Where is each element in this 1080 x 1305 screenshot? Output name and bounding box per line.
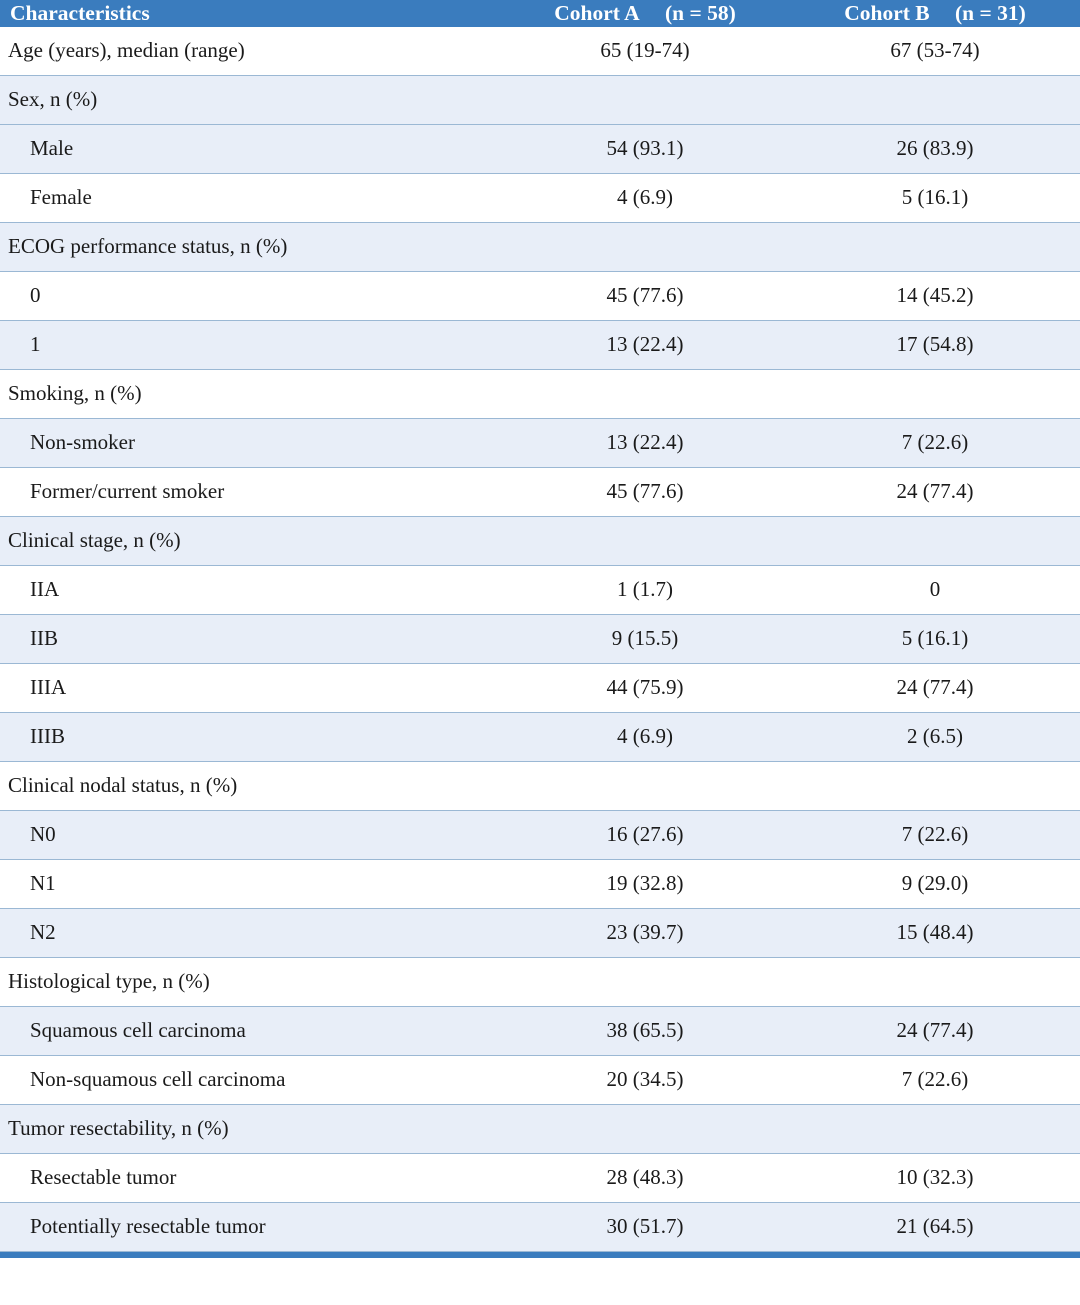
table-row xyxy=(0,1104,1080,1153)
cohort-a-value-cell xyxy=(500,908,790,957)
table-row xyxy=(0,1153,1080,1202)
cohort-a-value-cell xyxy=(500,1153,790,1202)
row-label-cell xyxy=(0,565,500,614)
cohort-b-value-cell xyxy=(790,859,1080,908)
row-label: ECOG performance status, n (%) xyxy=(8,234,288,259)
cohort-a-value-cell xyxy=(500,1055,790,1104)
table-row xyxy=(0,222,1080,271)
cohort-a-value-cell xyxy=(500,712,790,761)
cohort-b-value: 7 (22.6) xyxy=(901,1067,969,1092)
table-row xyxy=(0,173,1080,222)
cohort-b-value-cell xyxy=(790,173,1080,222)
row-label: Potentially resectable tumor xyxy=(30,1214,266,1239)
row-label: Non-squamous cell carcinoma xyxy=(30,1067,286,1092)
column-header-cohort-b-label: Cohort B xyxy=(844,1,930,25)
row-label-cell xyxy=(0,320,500,369)
row-label: Clinical nodal status, n (%) xyxy=(8,773,238,798)
cohort-b-value-cell xyxy=(790,810,1080,859)
cohort-a-value-cell xyxy=(500,173,790,222)
cohort-a-value-cell xyxy=(500,271,790,320)
cohort-b-value-cell xyxy=(790,1153,1080,1202)
cohort-b-value: 7 (22.6) xyxy=(901,822,969,847)
cohort-b-value: 14 (45.2) xyxy=(896,283,974,308)
row-label: IIA xyxy=(30,577,60,602)
column-header-cohort-b xyxy=(790,0,1080,27)
row-label: Clinical stage, n (%) xyxy=(8,528,181,553)
cohort-b-value-cell xyxy=(790,467,1080,516)
cohort-a-value: 45 (77.6) xyxy=(606,479,684,504)
column-header-cohort-a xyxy=(500,0,790,27)
table-row xyxy=(0,1006,1080,1055)
cohort-a-value-cell xyxy=(500,1202,790,1251)
cohort-b-value-cell xyxy=(790,320,1080,369)
row-label: Resectable tumor xyxy=(30,1165,177,1190)
cohort-b-value-cell xyxy=(790,124,1080,173)
row-label-cell xyxy=(0,810,500,859)
table-row xyxy=(0,908,1080,957)
table-row xyxy=(0,27,1080,76)
column-header-characteristics-label: Characteristics xyxy=(10,1,150,25)
table-row xyxy=(0,859,1080,908)
table-row xyxy=(0,957,1080,1006)
cohort-b-value: 5 (16.1) xyxy=(901,626,969,651)
row-label: Non-smoker xyxy=(30,430,135,455)
table-row xyxy=(0,320,1080,369)
cohort-b-value-cell xyxy=(790,27,1080,76)
row-label: Male xyxy=(30,136,74,161)
column-header-characteristics xyxy=(0,0,500,27)
row-label: Tumor resectability, n (%) xyxy=(8,1116,229,1141)
row-label: Sex, n (%) xyxy=(8,87,98,112)
cohort-a-value: 13 (22.4) xyxy=(606,430,684,455)
cohort-b-value-cell xyxy=(790,516,1080,565)
cohort-b-value-cell xyxy=(790,614,1080,663)
table-body xyxy=(0,27,1080,1252)
cohort-b-value-cell xyxy=(790,1104,1080,1153)
row-label-cell xyxy=(0,271,500,320)
cohort-b-value-cell xyxy=(790,75,1080,124)
cohort-a-value-cell xyxy=(500,761,790,810)
row-label-cell xyxy=(0,418,500,467)
cohort-b-value-cell xyxy=(790,271,1080,320)
table-row xyxy=(0,369,1080,418)
row-label: 1 xyxy=(30,332,41,357)
row-label-cell xyxy=(0,1104,500,1153)
column-header-cohort-a-label: Cohort A xyxy=(554,1,640,25)
table-row xyxy=(0,1055,1080,1104)
cohort-a-value: 4 (6.9) xyxy=(617,724,673,749)
cohort-a-value-cell xyxy=(500,369,790,418)
row-label-cell xyxy=(0,1006,500,1055)
cohort-b-value: 67 (53-74) xyxy=(890,38,980,63)
cohort-b-value: 7 (22.6) xyxy=(901,430,969,455)
cohort-b-value-cell xyxy=(790,1055,1080,1104)
cohort-b-value: 0 xyxy=(929,577,941,602)
cohort-a-value: 4 (6.9) xyxy=(617,185,673,210)
table-header xyxy=(0,0,1080,27)
row-label-cell xyxy=(0,957,500,1006)
table-row xyxy=(0,761,1080,810)
row-label: Female xyxy=(30,185,92,210)
column-header-cohort-b-count: (n = 31) xyxy=(955,1,1026,25)
table-row xyxy=(0,810,1080,859)
table-row xyxy=(0,271,1080,320)
cohort-b-value-cell xyxy=(790,565,1080,614)
table-row xyxy=(0,1202,1080,1251)
row-label-cell xyxy=(0,222,500,271)
row-label: 0 xyxy=(30,283,41,308)
cohort-b-value-cell xyxy=(790,663,1080,712)
cohort-a-value-cell xyxy=(500,1104,790,1153)
row-label-cell xyxy=(0,859,500,908)
row-label-cell xyxy=(0,369,500,418)
row-label: Squamous cell carcinoma xyxy=(30,1018,246,1043)
row-label: N1 xyxy=(30,871,56,896)
cohort-a-value-cell xyxy=(500,27,790,76)
row-label-cell xyxy=(0,663,500,712)
table-row xyxy=(0,516,1080,565)
cohort-b-value-cell xyxy=(790,712,1080,761)
row-label: IIIB xyxy=(30,724,65,749)
row-label-cell xyxy=(0,614,500,663)
row-label-cell xyxy=(0,75,500,124)
cohort-b-value-cell xyxy=(790,908,1080,957)
cohort-a-value: 65 (19-74) xyxy=(600,38,690,63)
row-label-cell xyxy=(0,516,500,565)
cohort-b-value-cell xyxy=(790,222,1080,271)
cohort-a-value: 13 (22.4) xyxy=(606,332,684,357)
cohort-a-value-cell xyxy=(500,467,790,516)
cohort-a-value-cell xyxy=(500,418,790,467)
cohort-a-value: 19 (32.8) xyxy=(606,871,684,896)
cohort-b-value-cell xyxy=(790,761,1080,810)
row-label-cell xyxy=(0,712,500,761)
cohort-a-value-cell xyxy=(500,957,790,1006)
cohort-a-value: 28 (48.3) xyxy=(606,1165,684,1190)
cohort-b-value: 24 (77.4) xyxy=(896,1018,974,1043)
cohort-b-value: 5 (16.1) xyxy=(901,185,969,210)
cohort-b-value: 24 (77.4) xyxy=(896,675,974,700)
cohort-a-value-cell xyxy=(500,320,790,369)
cohort-a-value-cell xyxy=(500,124,790,173)
row-label-cell xyxy=(0,1153,500,1202)
cohort-a-value-cell xyxy=(500,222,790,271)
column-header-cohort-a-count: (n = 58) xyxy=(665,1,736,25)
cohort-a-value: 54 (93.1) xyxy=(606,136,684,161)
cohort-b-value: 9 (29.0) xyxy=(901,871,969,896)
cohort-b-value: 2 (6.5) xyxy=(907,724,963,749)
cohort-b-value-cell xyxy=(790,418,1080,467)
table-row xyxy=(0,663,1080,712)
cohort-b-value: 21 (64.5) xyxy=(896,1214,974,1239)
row-label: Smoking, n (%) xyxy=(8,381,142,406)
cohort-a-value-cell xyxy=(500,1006,790,1055)
cohort-a-value-cell xyxy=(500,75,790,124)
table-row xyxy=(0,418,1080,467)
cohort-b-value: 15 (48.4) xyxy=(896,920,974,945)
row-label: Age (years), median (range) xyxy=(8,38,245,63)
cohort-b-value: 24 (77.4) xyxy=(896,479,974,504)
row-label-cell xyxy=(0,27,500,76)
cohort-a-value: 45 (77.6) xyxy=(606,283,684,308)
row-label: N0 xyxy=(30,822,56,847)
cohort-a-value: 16 (27.6) xyxy=(606,822,684,847)
row-label-cell xyxy=(0,467,500,516)
row-label: Former/current smoker xyxy=(30,479,225,504)
row-label: N2 xyxy=(30,920,56,945)
cohort-a-value: 44 (75.9) xyxy=(606,675,684,700)
table-row xyxy=(0,124,1080,173)
cohort-a-value-cell xyxy=(500,565,790,614)
table-row xyxy=(0,565,1080,614)
row-label-cell xyxy=(0,908,500,957)
row-label-cell xyxy=(0,124,500,173)
table-header-row-title xyxy=(0,0,1080,27)
table-row xyxy=(0,712,1080,761)
cohort-a-value: 30 (51.7) xyxy=(606,1214,684,1239)
cohort-a-value: 38 (65.5) xyxy=(606,1018,684,1043)
row-label-cell xyxy=(0,761,500,810)
table-row xyxy=(0,467,1080,516)
cohort-a-value: 9 (15.5) xyxy=(611,626,679,651)
cohort-b-value-cell xyxy=(790,1202,1080,1251)
cohort-b-value-cell xyxy=(790,957,1080,1006)
cohort-b-value: 17 (54.8) xyxy=(896,332,974,357)
table-row xyxy=(0,75,1080,124)
table-row xyxy=(0,614,1080,663)
cohort-a-value: 1 (1.7) xyxy=(617,577,673,602)
cohort-a-value-cell xyxy=(500,859,790,908)
column-header-characteristics-sub xyxy=(165,0,190,33)
cohort-a-value-cell xyxy=(500,516,790,565)
cohort-a-value-cell xyxy=(500,614,790,663)
cohort-a-value-cell xyxy=(500,810,790,859)
cohort-a-value-cell xyxy=(500,663,790,712)
row-label: Histological type, n (%) xyxy=(8,969,210,994)
table-bottom-rule xyxy=(0,1252,1080,1258)
row-label-cell xyxy=(0,173,500,222)
cohort-b-value-cell xyxy=(790,1006,1080,1055)
row-label: IIIA xyxy=(30,675,67,700)
cohort-b-value: 26 (83.9) xyxy=(896,136,974,161)
row-label-cell xyxy=(0,1202,500,1251)
cohort-a-value: 23 (39.7) xyxy=(606,920,684,945)
cohort-b-value-cell xyxy=(790,369,1080,418)
cohort-a-value: 20 (34.5) xyxy=(606,1067,684,1092)
row-label: IIB xyxy=(30,626,58,651)
row-label-cell xyxy=(0,1055,500,1104)
cohort-b-value: 10 (32.3) xyxy=(896,1165,974,1190)
